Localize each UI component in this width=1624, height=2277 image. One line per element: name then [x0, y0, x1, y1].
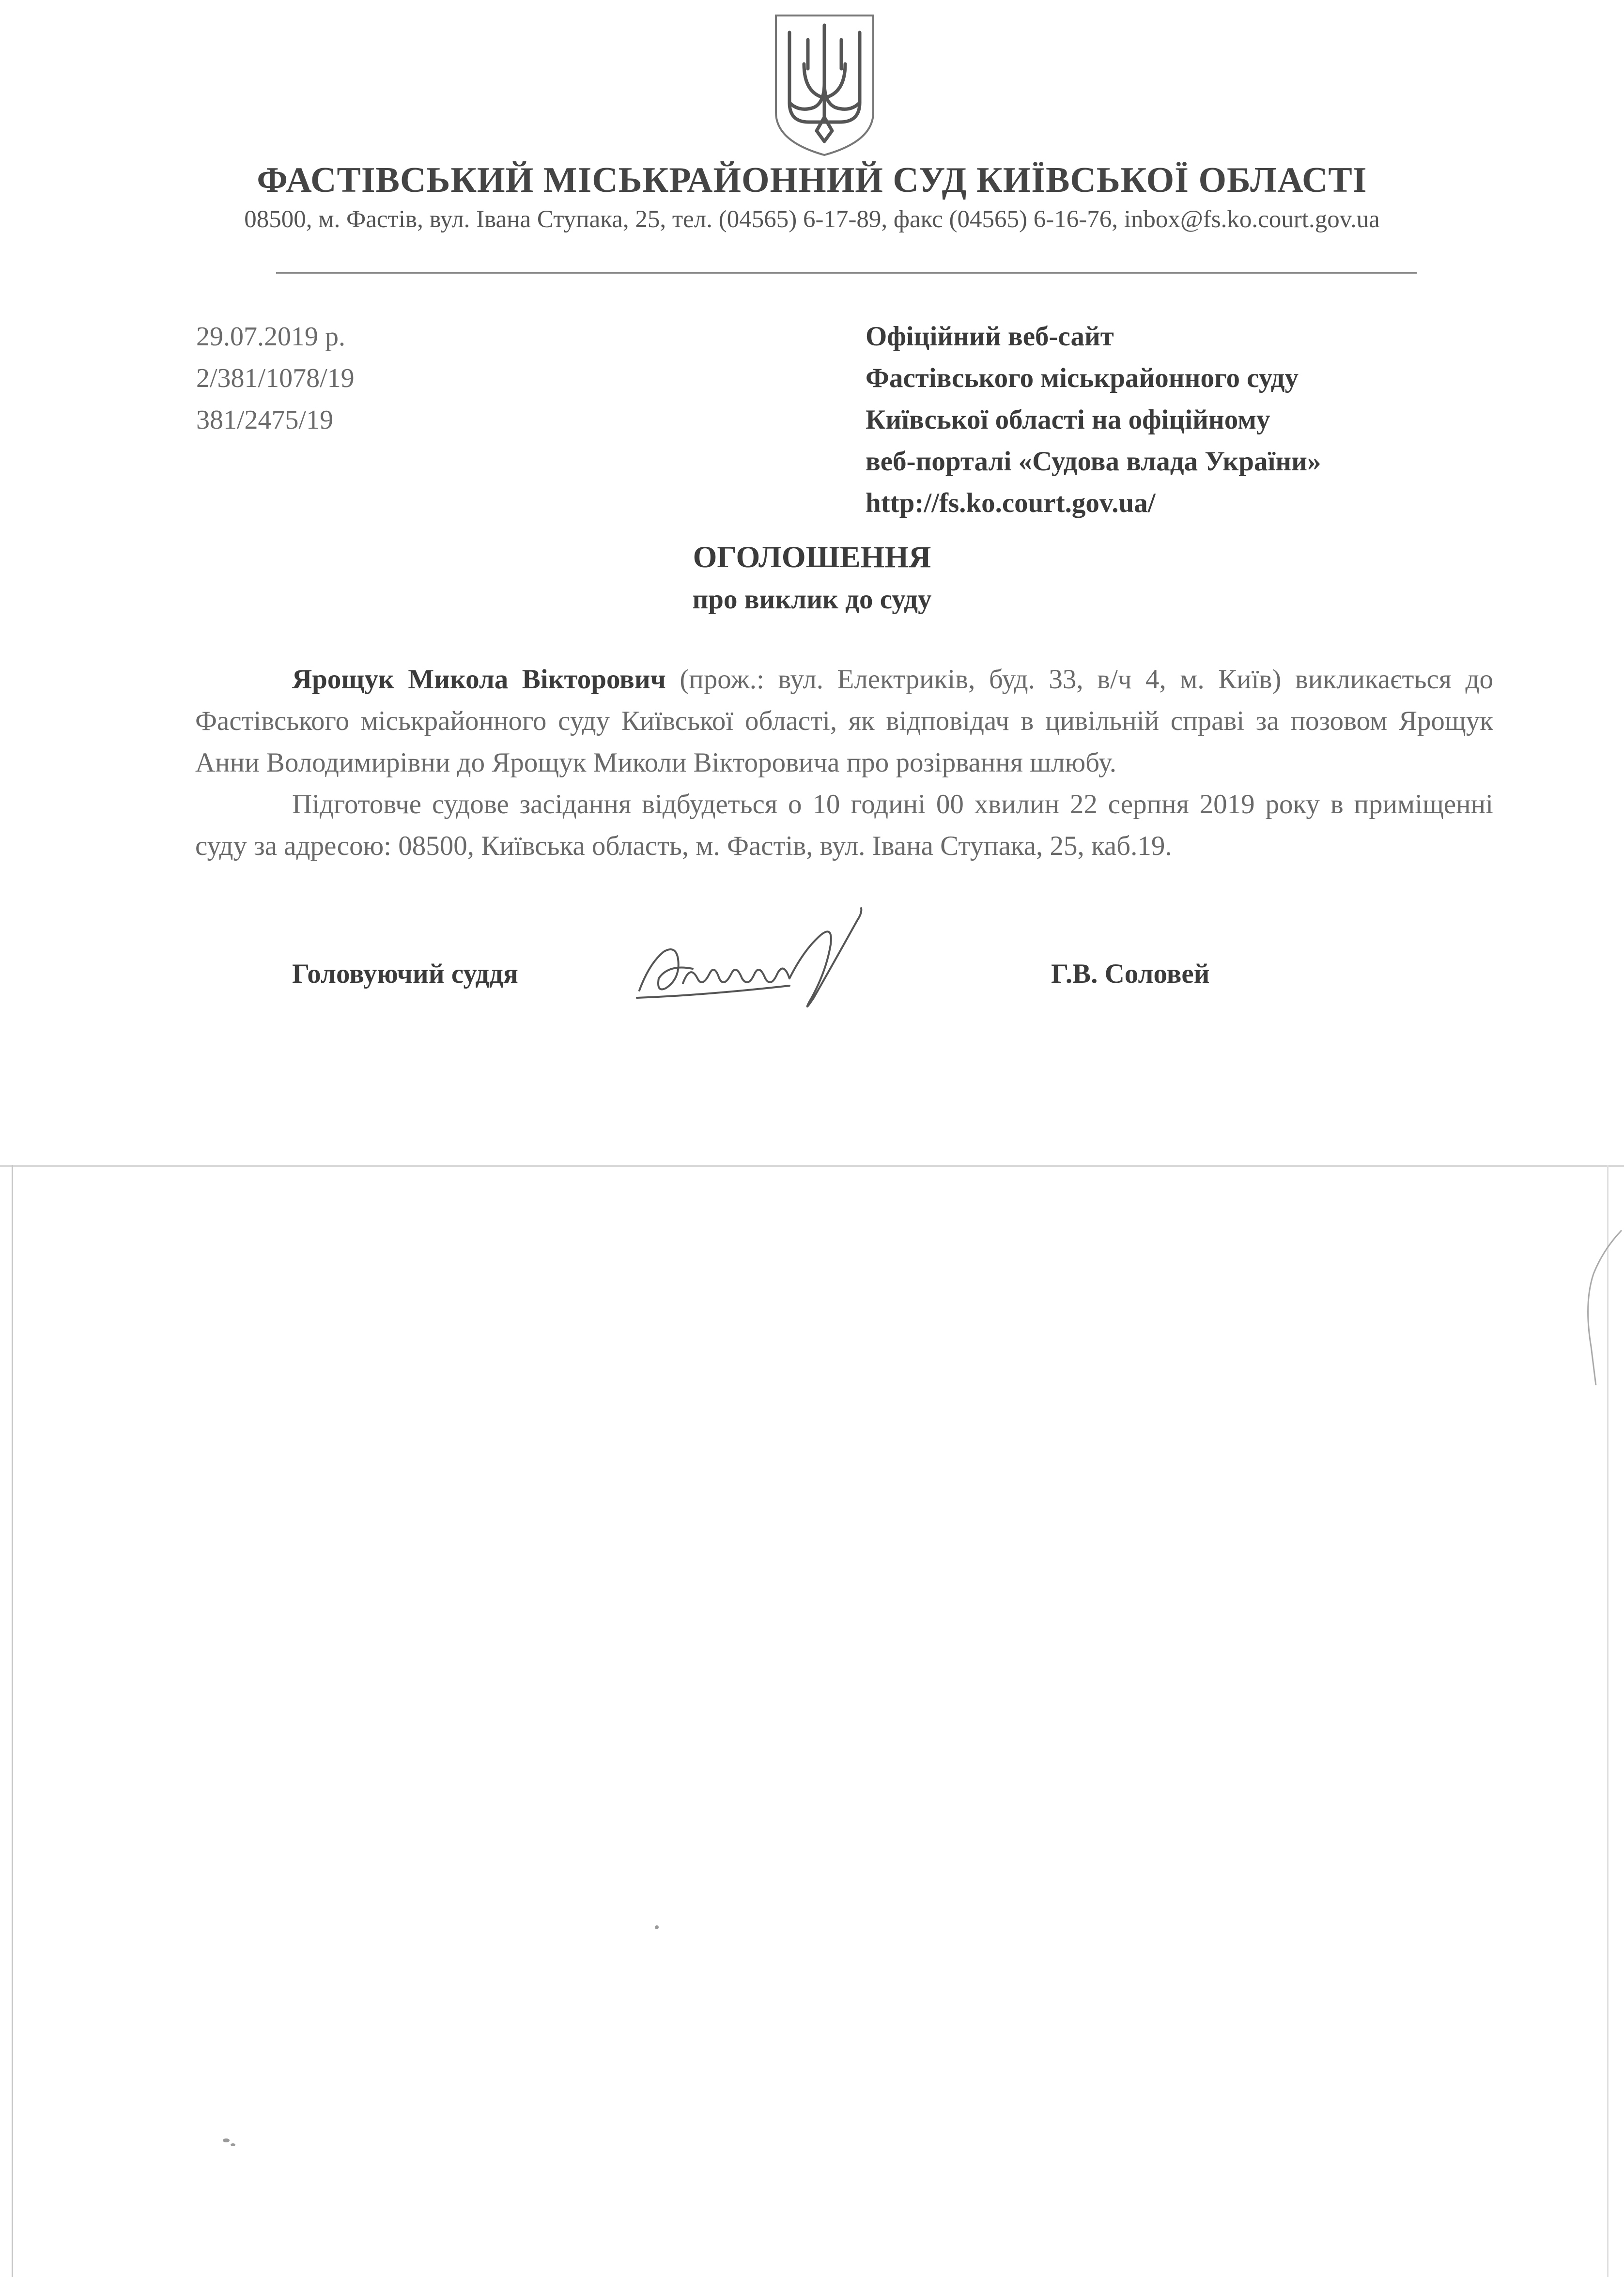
scan-speck — [231, 2143, 235, 2146]
scan-edge-mark — [1550, 1221, 1623, 1395]
case-number: 2/381/1078/19 — [196, 363, 355, 393]
announcement-subtitle: про виклик до суду — [692, 584, 932, 615]
page-fold-line — [0, 1165, 1624, 1167]
document-date: 29.07.2019 р. — [196, 322, 345, 352]
recipient-line: Київської області на офіційному — [866, 404, 1270, 435]
scan-edge-left — [12, 1165, 13, 2277]
judge-name: Г.В. Соловей — [1051, 959, 1210, 989]
recipient-block — [866, 316, 1321, 524]
court-name: ФАСТІВСЬКИЙ МІСЬКРАЙОННИЙ СУД КИЇВСЬКОЇ ОБЛАСТІ — [257, 160, 1367, 200]
scan-speck — [655, 1925, 659, 1929]
recipient-line: Фастівського міськрайонного суду — [866, 363, 1299, 393]
announcement-body — [195, 659, 1493, 867]
defendant-name: Ярощук Микола Вікторович — [292, 664, 666, 695]
summons-text: (прож.: вул. Електриків, буд. 33, в/ч 4, м. Київ) викликається до Фастівського міськрайонного суду Київської області, як відповідач в цивільній справі за позовом Ярощук Анни Володимирівни до Ярощук Миколи Вікторовича про розірвання шлюбу. — [195, 664, 1493, 778]
paragraph-summons — [195, 659, 1493, 784]
scan-speck — [223, 2138, 230, 2142]
paragraph-hearing: Підготовче судове засідання відбудеться о 10 годині 00 хвилин 22 серпня 2019 року в приміщенні суду за адресою: 08500, Київська область, м. Фастів, вул. Івана Ступака, 25, каб.19. — [195, 789, 1493, 861]
handwritten-signature — [630, 906, 940, 1022]
trident-emblem-icon — [770, 11, 879, 158]
court-contacts: 08500, м. Фастів, вул. Івана Ступака, 25, тел. (04565) 6-17-89, факс (04565) 6-16-76, inbox@fs.ko.court.gov.ua — [244, 206, 1380, 233]
header-divider — [276, 272, 1417, 274]
recipient-line: веб-порталі «Судова влада України» — [866, 446, 1321, 477]
recipient-url: http://fs.ko.court.gov.ua/ — [866, 488, 1156, 518]
announcement-title: ОГОЛОШЕННЯ — [693, 540, 931, 574]
document-meta — [196, 316, 355, 441]
judge-role: Головуючий суддя — [292, 959, 518, 989]
proceeding-number: 381/2475/19 — [196, 405, 334, 435]
recipient-line: Офіційний веб-сайт — [866, 321, 1114, 352]
